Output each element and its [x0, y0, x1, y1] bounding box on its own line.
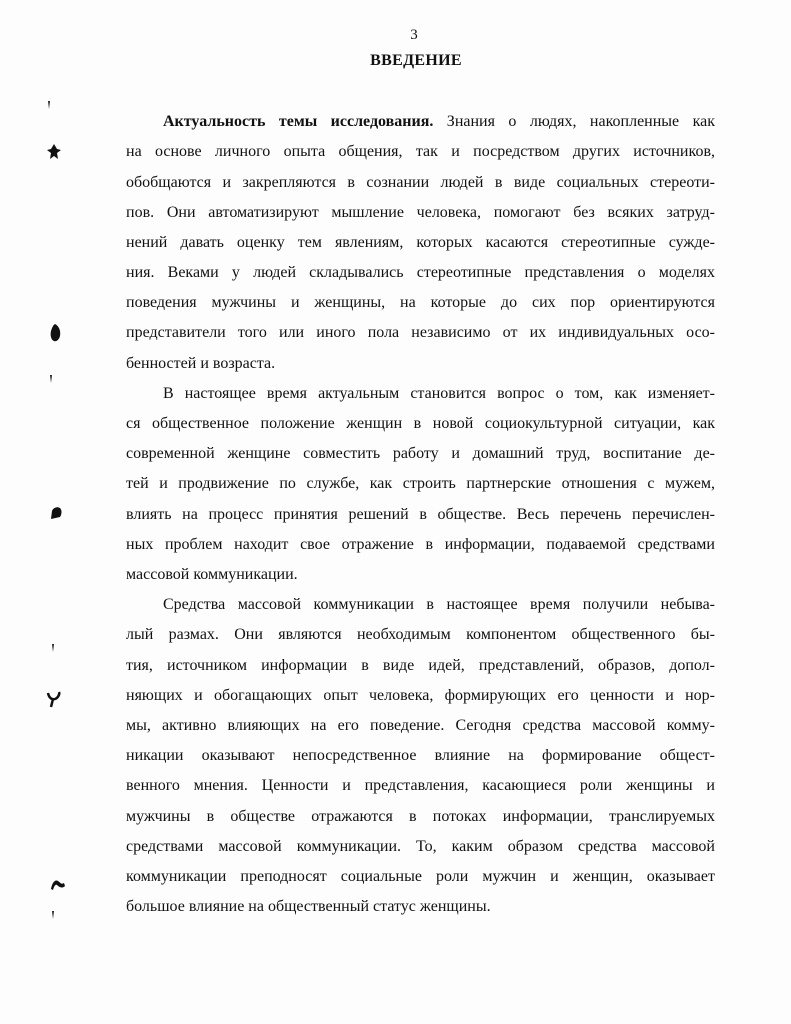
page-number: 3: [410, 27, 418, 43]
paragraph-2-line-7: массовой коммуникации.: [126, 566, 298, 583]
binding-hole-mark: [50, 877, 64, 891]
paragraph-3-line-4: няющих и обогащающих опыт человека, формирующих его ценности и нор-: [126, 687, 715, 704]
paragraph-2-line-2: ся общественное положение женщин в новой социокультурной ситуации, как: [126, 415, 715, 432]
scan-speck-mark: [46, 100, 60, 114]
binding-hole-mark: [46, 690, 60, 704]
paragraph-2-line-5: влиять на процесс принятия решений в обществе. Весь перечень перечислен-: [126, 506, 715, 523]
paragraph-3-line-7: венного мнения. Ценности и представления, касающиеся роли женщины и: [126, 777, 715, 794]
paragraph-1-line-2: на основе личного опыта общения, так и посредством других источников,: [126, 143, 715, 160]
paragraph-1-line-9: бенностей и возраста.: [126, 355, 276, 372]
paragraph-2-line-4: тей и продвижение по службе, как строить партнерские отношения с мужем,: [126, 475, 715, 492]
page-title: ВВЕДЕНИЕ: [370, 52, 462, 69]
paragraph-1-lead-rest: Знания о людях, накопленные как: [433, 113, 715, 130]
paragraph-1-line-5: нений давать оценку тем явлениям, которых касаются стереотипные сужде-: [126, 234, 715, 251]
paragraph-3-line-5: мы, активно влияющих на его поведение. Сегодня средства массовой комму-: [126, 717, 715, 734]
paragraph-2-line-6: ных проблем находит свое отражение в информации, подаваемой средствами: [126, 536, 715, 553]
paragraph-3-line-1: Средства массовой коммуникации в настоящее время получили небыва-: [163, 596, 715, 613]
paragraph-1-line-8: представители того или иного пола независимо от их индивидуальных осо-: [126, 324, 715, 341]
scan-speck-mark: [48, 374, 62, 388]
scan-speck-mark: [50, 643, 64, 657]
paragraph-1-line-7: поведения мужчины и женщины, на которые до сих пор ориентируются: [126, 294, 715, 311]
paragraph-1-line-1: [163, 112, 715, 132]
paragraph-2-line-1: В настоящее время актуальным становится вопрос о том, как изменяет-: [163, 385, 715, 402]
scan-speck-mark: [50, 910, 64, 924]
paragraph-3-line-2: лый размах. Они являются необходимым компонентом общественного бы-: [126, 626, 715, 643]
binding-hole-mark: [46, 143, 60, 157]
paragraph-3-line-9: средствами массовой коммуникации. То, каким образом средства массовой: [126, 838, 715, 855]
binding-hole-mark: [48, 323, 62, 337]
paragraph-3-line-10: коммуникации преподносят социальные роли мужчин и женщин, оказывает: [126, 868, 715, 885]
binding-hole-mark: [48, 505, 62, 519]
paragraph-1-line-6: ния. Веками у людей складывались стереотипные представления о моделях: [126, 264, 715, 281]
paragraph-3-line-11: большое влияние на общественный статус женщины.: [126, 898, 491, 915]
paragraph-1-line-4: пов. Они автоматизируют мышление человека, помогают без всяких затруд-: [126, 204, 715, 221]
paragraph-1-lead: Актуальность темы исследования.: [163, 113, 434, 130]
paragraph-1-line-3: обобщаются и закрепляются в сознании людей в виде социальных стереоти-: [126, 174, 715, 191]
paragraph-3-line-6: никации оказывают непосредственное влияние на формирование общест-: [126, 747, 715, 764]
paragraph-3-line-3: тия, источником информации в виде идей, представлений, образов, допол-: [126, 657, 715, 674]
paragraph-3-line-8: мужчины в обществе отражаются в потоках информации, транслируемых: [126, 808, 715, 825]
paragraph-2-line-3: современной женщине совместить работу и домашний труд, воспитание де-: [126, 445, 715, 462]
